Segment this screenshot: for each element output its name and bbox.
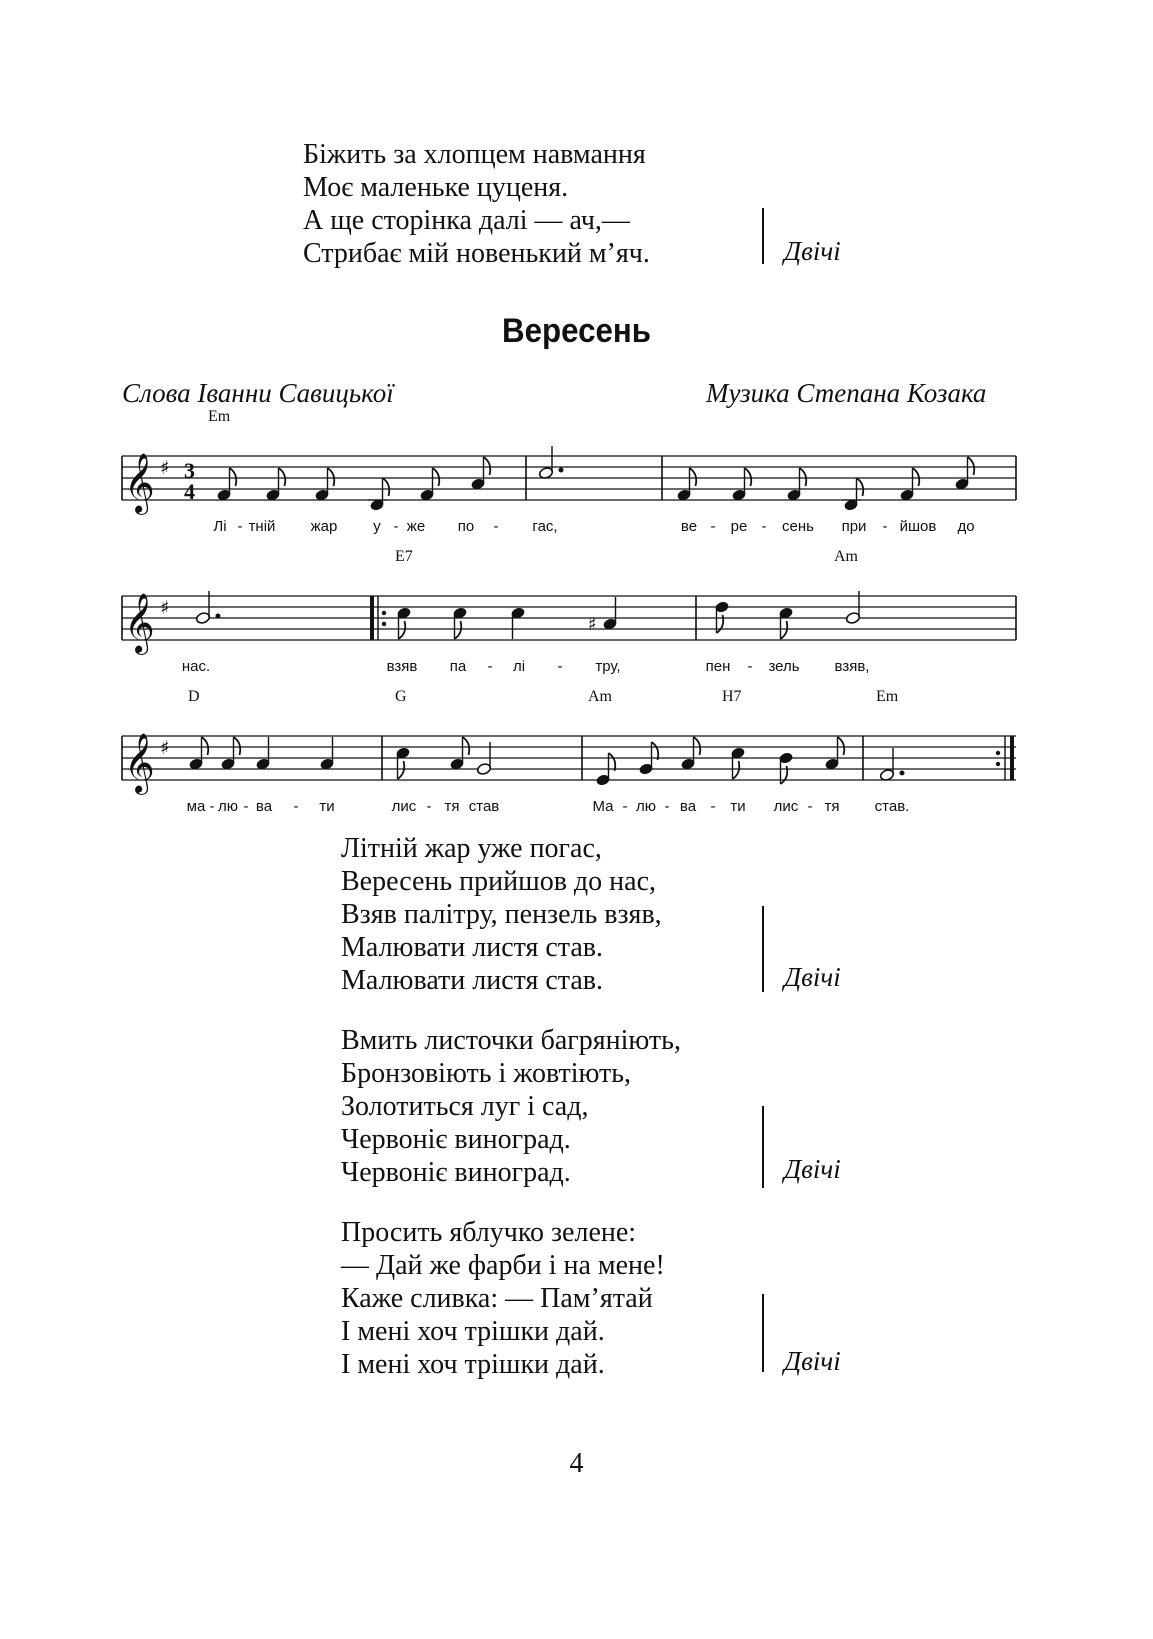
- eighth-note: [217, 468, 236, 501]
- dotted-half-note: [538, 446, 563, 480]
- lyric-syllable: -: [557, 658, 563, 675]
- lyric-syllable: Ма: [592, 798, 614, 815]
- lyric-syllable: тя: [824, 798, 840, 815]
- lyric-syllable: -: [237, 518, 243, 535]
- time-signature-bottom: 4: [184, 479, 195, 504]
- lyric-syllable: став.: [874, 798, 910, 815]
- lyric-syllable: тру,: [595, 658, 621, 675]
- chord-symbol: Am: [588, 688, 612, 705]
- lyric-syllable: тній: [248, 518, 276, 535]
- lyric-syllable: -: [293, 798, 299, 815]
- verse-line: Золотиться луг і сад,: [341, 1091, 589, 1122]
- lyric-syllable: ве: [680, 518, 698, 535]
- lyric-syllable: -: [882, 518, 888, 535]
- verse-line: Вересень прийшов до нас,: [341, 866, 656, 897]
- treble-clef-icon: 𝄞: [124, 453, 155, 513]
- lyric-syllable: же: [406, 518, 426, 535]
- sharp-icon: ♯: [160, 457, 170, 479]
- dotted-half-note: [879, 748, 904, 782]
- quarter-note: [256, 737, 270, 770]
- repeat-bracket: [762, 906, 764, 992]
- time-signature-top: 3: [184, 458, 195, 483]
- lyric-syllable: нас.: [181, 658, 211, 675]
- verse-line: Червоніє виноград.: [341, 1124, 571, 1155]
- verse-line: Вмить листочки багряніють,: [341, 1025, 681, 1056]
- verse-3: [341, 1216, 665, 1381]
- eighth-note: [955, 457, 974, 490]
- lyric-syllable: -: [664, 798, 670, 815]
- lyric-syllable: -: [393, 518, 399, 535]
- eighth-note: [420, 468, 439, 501]
- lyric-syllable: ре: [730, 518, 748, 535]
- repeat-bracket: [762, 1106, 764, 1188]
- intro-verse: [303, 138, 650, 270]
- treble-clef-icon: 𝄞: [124, 733, 155, 793]
- lyric-syllable: при: [841, 518, 867, 535]
- lyric-syllable: зель: [768, 658, 800, 675]
- lyric-syllable: жар: [310, 518, 338, 535]
- eighth-note: [779, 752, 793, 784]
- verse-line: А ще сторінка далі — ач,—: [303, 205, 630, 236]
- lyric-syllable: до: [957, 518, 975, 535]
- lyric-syllable: лис: [391, 798, 417, 815]
- repeat-label: Двічі: [784, 1346, 841, 1376]
- repeat-bracket: [762, 1294, 764, 1372]
- lyric-syllable: -: [426, 798, 432, 815]
- verse-line: Взяв палітру, пензель взяв,: [341, 899, 662, 930]
- eighth-note: [315, 468, 334, 501]
- song-title: Вересень: [501, 312, 651, 350]
- lyric-syllable: ти: [730, 798, 746, 815]
- lyricist-credit: Слова Іванни Савицької: [122, 378, 394, 408]
- eighth-note: [453, 607, 467, 639]
- lyric-syllable: лі: [512, 658, 526, 675]
- quarter-note: [603, 597, 617, 630]
- lyric-syllable: йшов: [899, 518, 937, 535]
- eighth-note: [266, 468, 285, 501]
- eighth-note: [842, 478, 863, 511]
- eighth-note: [787, 468, 806, 501]
- lyric-syllable: лю: [217, 798, 239, 815]
- lyric-syllable: по: [457, 518, 475, 535]
- lyric-syllable: став: [468, 798, 500, 815]
- eighth-note: [368, 478, 389, 511]
- repeat-label: Двічі: [784, 236, 841, 266]
- lyric-syllable: сень: [782, 518, 814, 535]
- eighth-note: [900, 468, 919, 501]
- verse-line: — Дай же фарби і на мене!: [341, 1250, 665, 1281]
- eighth-note: [221, 737, 240, 770]
- lyric-syllable: па: [449, 658, 467, 675]
- verse-line: Літній жар уже погас,: [341, 833, 602, 864]
- lyric-syllable: -: [487, 658, 493, 675]
- verse-line: Біжить за хлопцем навмання: [303, 139, 646, 170]
- repeat-bracket: [762, 208, 764, 264]
- eighth-note: [397, 607, 411, 639]
- lyric-syllable: -: [622, 798, 628, 815]
- chord-symbol: D: [188, 688, 200, 705]
- eighth-note: [189, 737, 208, 770]
- verse-line: Малювати листя став.: [341, 932, 604, 963]
- lyric-syllable: ва: [255, 798, 273, 815]
- quarter-note: [511, 607, 525, 639]
- lyric-syllable: тя: [444, 798, 460, 815]
- verse-2: [341, 1024, 681, 1189]
- page-number: 4: [569, 1448, 584, 1479]
- lyric-syllable: -: [747, 658, 753, 675]
- verse-1: [341, 832, 662, 997]
- lyric-syllable: -: [243, 798, 249, 815]
- chord-symbol: E7: [395, 548, 413, 565]
- lyric-syllable: -: [710, 798, 716, 815]
- lyric-syllable: лю: [635, 798, 657, 815]
- lyric-syllable: ти: [319, 798, 335, 815]
- chord-symbol: Em: [876, 688, 899, 705]
- lyric-syllable: -: [209, 798, 215, 815]
- eighth-note: [825, 737, 844, 770]
- quarter-note: [320, 737, 334, 770]
- eighth-note: [677, 468, 696, 501]
- verse-line: Стрибає мій новенький м’яч.: [303, 238, 650, 269]
- verse-line: Бронзовіють і жовтіють,: [341, 1058, 632, 1089]
- chord-symbol: G: [395, 688, 407, 705]
- chord-symbol: Em: [208, 408, 231, 425]
- verse-line: Малювати листя став.: [341, 965, 604, 996]
- lyric-syllable: пен: [705, 658, 731, 675]
- eighth-note: [732, 468, 751, 501]
- verse-line: Просить яблучко зелене:: [341, 1217, 637, 1248]
- repeat-label: Двічі: [784, 1154, 841, 1184]
- lyric-syllable: -: [761, 518, 767, 535]
- lyric-syllable: -: [710, 518, 716, 535]
- lyric-syllable: лис: [773, 798, 799, 815]
- lyric-syllable: -: [807, 798, 813, 815]
- chord-symbol: H7: [722, 688, 742, 705]
- lyric-syllable: ма: [186, 798, 206, 815]
- eighth-note: [731, 747, 745, 779]
- verse-line: Моє маленьке цуценя.: [303, 172, 569, 203]
- lyric-syllable: у: [373, 518, 381, 535]
- verse-line: І мені хоч трішки дай.: [341, 1349, 605, 1380]
- repeat-label: Двічі: [784, 962, 841, 992]
- sharp-icon: ♯: [160, 597, 170, 619]
- eighth-note: [779, 607, 793, 639]
- lyric-syllable: Лі: [213, 518, 227, 535]
- lyric-syllable: -: [493, 518, 499, 535]
- chord-symbol: Am: [834, 548, 858, 565]
- treble-clef-icon: 𝄞: [124, 593, 155, 653]
- sharp-icon: ♯: [160, 737, 170, 759]
- lyric-syllable: взяв,: [834, 658, 870, 675]
- lyric-syllable: гас,: [532, 518, 558, 535]
- verse-line: Каже сливка: — Пам’ятай: [341, 1283, 653, 1314]
- eighth-note: [681, 737, 700, 770]
- music-staff-2: [0, 580, 1153, 660]
- eighth-note: [396, 747, 410, 779]
- eighth-note: [450, 737, 469, 770]
- lyric-syllable: взяв: [386, 658, 418, 675]
- music-staff-1: [0, 440, 1153, 520]
- music-staff-3: [0, 720, 1153, 800]
- verse-line: Червоніє виноград.: [341, 1157, 571, 1188]
- eighth-note: [471, 457, 490, 490]
- composer-credit: Музика Степана Козака: [706, 378, 987, 408]
- verse-line: І мені хоч трішки дай.: [341, 1316, 605, 1347]
- sharp-icon: ♯: [588, 614, 597, 635]
- lyric-syllable: ва: [679, 798, 697, 815]
- eighth-note: [715, 601, 729, 633]
